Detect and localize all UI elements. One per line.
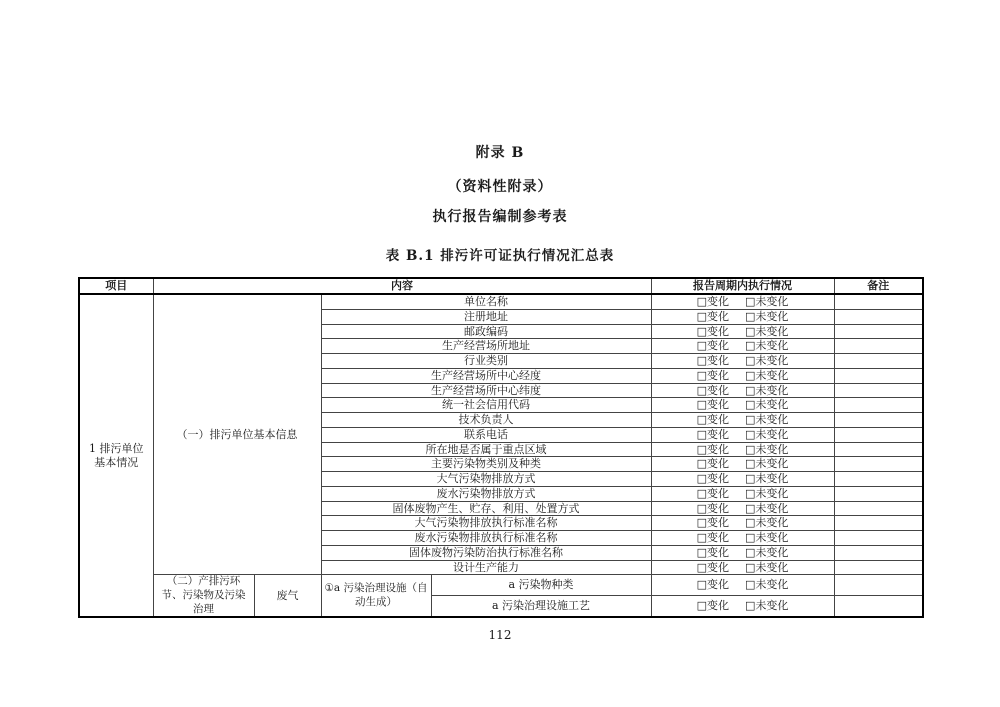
table-caption: 表 B.1 排污许可证执行情况汇总表 bbox=[385, 248, 615, 264]
content-item-cell: 单位名称 bbox=[321, 294, 651, 309]
remark-cell bbox=[834, 294, 923, 309]
remark-cell bbox=[834, 560, 923, 575]
execution-cell bbox=[651, 339, 834, 354]
unchanged-checkbox-label: □未变化 bbox=[745, 560, 789, 574]
changed-checkbox-label: □变化 bbox=[696, 427, 729, 441]
table-header-row bbox=[79, 278, 923, 294]
execution-summary-table bbox=[78, 277, 924, 618]
content-item-cell: 固体废物污染防治执行标准名称 bbox=[321, 545, 651, 560]
remark-cell bbox=[834, 545, 923, 560]
content-item-cell: 联系电话 bbox=[321, 427, 651, 442]
unchanged-checkbox-label: □未变化 bbox=[745, 545, 789, 559]
content-item-cell: 废水污染物排放方式 bbox=[321, 486, 651, 501]
unchanged-checkbox-label: □未变化 bbox=[745, 398, 789, 412]
remark-cell bbox=[834, 427, 923, 442]
remark-cell bbox=[834, 413, 923, 428]
content-item-cell: 生产经营场所中心经度 bbox=[321, 368, 651, 383]
remark-cell bbox=[834, 457, 923, 472]
unchanged-checkbox-label: □未变化 bbox=[745, 354, 789, 367]
unchanged-checkbox-label: □未变化 bbox=[745, 472, 789, 485]
changed-checkbox-label: □变化 bbox=[696, 309, 729, 323]
remark-cell bbox=[834, 368, 923, 383]
changed-checkbox-label: □变化 bbox=[696, 578, 729, 592]
remark-cell bbox=[834, 472, 923, 487]
execution-cell bbox=[651, 531, 834, 546]
content-item-cell: 大气污染物排放方式 bbox=[321, 472, 651, 487]
changed-checkbox-label: □变化 bbox=[696, 486, 729, 500]
changed-checkbox-label: □变化 bbox=[696, 599, 729, 613]
changed-checkbox-label: □变化 bbox=[696, 398, 729, 412]
changed-checkbox-label: □变化 bbox=[696, 324, 729, 338]
remark-cell bbox=[834, 339, 923, 354]
changed-checkbox-label: □变化 bbox=[696, 354, 729, 367]
execution-cell bbox=[651, 596, 834, 618]
changed-checkbox-label: □变化 bbox=[696, 368, 729, 382]
project-cell: 1 排污单位 基本情况 bbox=[79, 294, 153, 617]
content-item-cell: 统一社会信用代码 bbox=[321, 398, 651, 413]
category1-cell: （一）排污单位基本信息 bbox=[153, 294, 321, 575]
unchanged-checkbox-label: □未变化 bbox=[745, 383, 789, 397]
remark-cell bbox=[834, 501, 923, 516]
unchanged-checkbox-label: □未变化 bbox=[745, 516, 789, 530]
medium-cell: 废气 bbox=[254, 575, 321, 617]
appendix-subtitle: （资料性附录） bbox=[447, 179, 553, 195]
facility-cell: ①a 污染治理设施（自动生成） bbox=[321, 575, 431, 617]
execution-cell bbox=[651, 413, 834, 428]
unchanged-checkbox-label: □未变化 bbox=[745, 427, 789, 441]
execution-cell bbox=[651, 486, 834, 501]
changed-checkbox-label: □变化 bbox=[696, 501, 729, 515]
unchanged-checkbox-label: □未变化 bbox=[745, 578, 789, 592]
execution-cell bbox=[651, 472, 834, 487]
execution-cell bbox=[651, 442, 834, 457]
category2-cell: （二）产排污环节、污染物及污染治理 bbox=[153, 575, 254, 617]
unchanged-checkbox-label: □未变化 bbox=[745, 486, 789, 500]
appendix-heading: 执行报告编制参考表 bbox=[432, 209, 568, 225]
unchanged-checkbox-label: □未变化 bbox=[745, 324, 789, 338]
content-item-cell: a 污染治理设施工艺 bbox=[431, 596, 651, 618]
content-item-cell: 注册地址 bbox=[321, 309, 651, 324]
content-item-cell: 设计生产能力 bbox=[321, 560, 651, 575]
changed-checkbox-label: □变化 bbox=[696, 516, 729, 530]
changed-checkbox-label: □变化 bbox=[696, 339, 729, 353]
execution-cell bbox=[651, 383, 834, 398]
changed-checkbox-label: □变化 bbox=[696, 531, 729, 544]
execution-cell bbox=[651, 368, 834, 383]
appendix-title: 附录 B bbox=[475, 145, 525, 161]
changed-checkbox-label: □变化 bbox=[696, 413, 729, 426]
remark-cell bbox=[834, 486, 923, 501]
execution-cell bbox=[651, 398, 834, 413]
content-item-cell: 主要污染物类别及种类 bbox=[321, 457, 651, 472]
changed-checkbox-label: □变化 bbox=[696, 545, 729, 559]
execution-cell bbox=[651, 560, 834, 575]
unchanged-checkbox-label: □未变化 bbox=[745, 442, 789, 456]
remark-cell bbox=[834, 354, 923, 369]
remark-cell bbox=[834, 309, 923, 324]
content-item-cell: 生产经营场所地址 bbox=[321, 339, 651, 354]
execution-cell bbox=[651, 545, 834, 560]
unchanged-checkbox-label: □未变化 bbox=[745, 531, 789, 544]
header-content: 内容 bbox=[153, 278, 651, 294]
execution-cell bbox=[651, 294, 834, 309]
content-item-cell: 大气污染物排放执行标准名称 bbox=[321, 516, 651, 531]
unchanged-checkbox-label: □未变化 bbox=[745, 457, 789, 471]
content-item-cell: 技术负责人 bbox=[321, 413, 651, 428]
page-number: 112 bbox=[488, 628, 512, 642]
unchanged-checkbox-label: □未变化 bbox=[745, 599, 789, 613]
remark-cell bbox=[834, 516, 923, 531]
execution-cell bbox=[651, 309, 834, 324]
header-remark: 备注 bbox=[834, 278, 923, 294]
changed-checkbox-label: □变化 bbox=[696, 442, 729, 456]
remark-cell bbox=[834, 442, 923, 457]
content-item-cell: 固体废物产生、贮存、利用、处置方式 bbox=[321, 501, 651, 516]
remark-cell bbox=[834, 531, 923, 546]
content-item-cell: 行业类别 bbox=[321, 354, 651, 369]
execution-cell bbox=[651, 354, 834, 369]
table-row bbox=[79, 294, 923, 309]
unchanged-checkbox-label: □未变化 bbox=[745, 295, 789, 308]
unchanged-checkbox-label: □未变化 bbox=[745, 368, 789, 382]
execution-cell bbox=[651, 427, 834, 442]
execution-cell bbox=[651, 457, 834, 472]
execution-cell bbox=[651, 575, 834, 596]
changed-checkbox-label: □变化 bbox=[696, 457, 729, 471]
execution-cell bbox=[651, 516, 834, 531]
remark-cell bbox=[834, 383, 923, 398]
execution-cell bbox=[651, 324, 834, 339]
changed-checkbox-label: □变化 bbox=[696, 295, 729, 308]
execution-cell bbox=[651, 501, 834, 516]
unchanged-checkbox-label: □未变化 bbox=[745, 501, 789, 515]
header-project: 项目 bbox=[79, 278, 153, 294]
content-item-cell: a 污染物种类 bbox=[431, 575, 651, 596]
changed-checkbox-label: □变化 bbox=[696, 560, 729, 574]
header-execution: 报告周期内执行情况 bbox=[651, 278, 834, 294]
unchanged-checkbox-label: □未变化 bbox=[745, 339, 789, 353]
changed-checkbox-label: □变化 bbox=[696, 383, 729, 397]
remark-cell bbox=[834, 324, 923, 339]
content-item-cell: 所在地是否属于重点区域 bbox=[321, 442, 651, 457]
unchanged-checkbox-label: □未变化 bbox=[745, 309, 789, 323]
changed-checkbox-label: □变化 bbox=[696, 472, 729, 485]
remark-cell bbox=[834, 596, 923, 618]
content-item-cell: 邮政编码 bbox=[321, 324, 651, 339]
unchanged-checkbox-label: □未变化 bbox=[745, 413, 789, 426]
remark-cell bbox=[834, 575, 923, 596]
content-item-cell: 废水污染物排放执行标准名称 bbox=[321, 531, 651, 546]
table-row bbox=[79, 575, 923, 596]
content-item-cell: 生产经营场所中心纬度 bbox=[321, 383, 651, 398]
remark-cell bbox=[834, 398, 923, 413]
